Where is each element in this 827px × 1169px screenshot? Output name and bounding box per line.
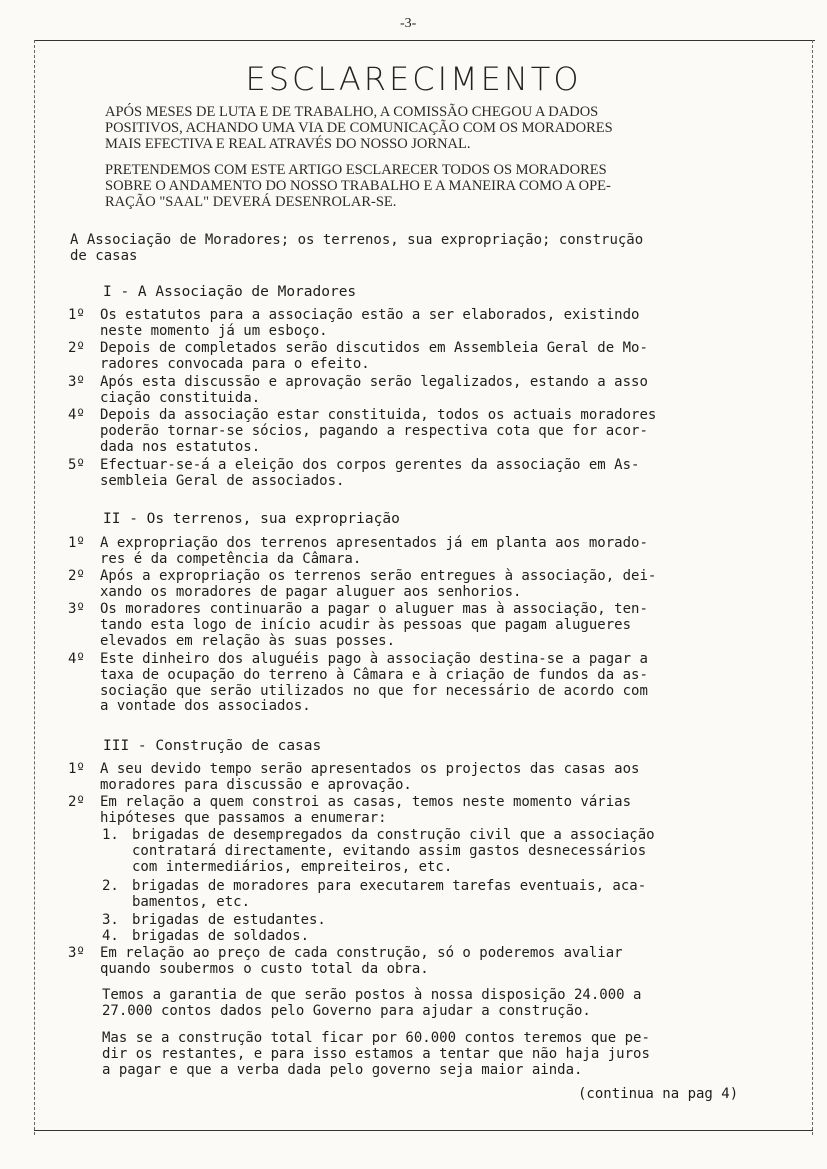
subitem-number: 3. [102, 912, 119, 928]
item-number: 4º [68, 651, 85, 667]
summary [70, 233, 770, 265]
item-line: Este dinheiro dos aluguéis pago à associação destina-se a pagar a [100, 651, 648, 667]
paragraph-line: Mas se a construção total ficar por 60.000 contos teremos que pe- [102, 1030, 650, 1046]
subitem-line: brigadas de moradores para executarem tarefas eventuais, aca- [132, 878, 647, 894]
item-number: 2º [68, 340, 85, 356]
section-2-heading: II - Os terrenos, sua expropriação [103, 511, 400, 527]
item-line: moradores para discussão e aprovação. [100, 776, 412, 793]
subitem-number: 2. [102, 878, 119, 894]
summary-line: A Associação de Moradores; os terrenos, sua expropriação; construção [70, 232, 644, 248]
item-line: Efectuar-se-á a eleição dos corpos gerentes da associação em As- [100, 457, 640, 473]
item-line: sembleia Geral de associados. [100, 472, 345, 489]
item-line: res é da competência da Câmara. [100, 550, 362, 567]
intro-line: POSITIVOS, ACHANDO UMA VIA DE COMUNICAÇÃO COM OS MORADORES [105, 120, 613, 136]
item-number: 5º [68, 457, 85, 473]
bottom-rule [34, 1130, 813, 1131]
item-line: poderão tornar-se sócios, pagando a respectiva cota que for acor- [100, 422, 648, 439]
item-line: ciação constituida. [100, 389, 261, 406]
item-line: Os moradores continuarão a pagar o aluguer mas à associação, ten- [100, 601, 648, 617]
intro-line: APÓS MESES DE LUTA E DE TRABALHO, A COMISSÃO CHEGOU A DADOS [105, 104, 599, 120]
item-line: Após a expropriação os terrenos serão entregues à associação, dei- [100, 568, 657, 584]
paragraph-remaining [102, 1031, 650, 1078]
intro-line: PRETENDEMOS COM ESTE ARTIGO ESCLARECER TODOS OS MORADORES [105, 162, 607, 178]
intro-line: MAIS EFECTIVA E REAL ATRAVÉS DO NOSSO JORNAL. [105, 136, 471, 152]
item-line: Após esta discussão e aprovação serão legalizados, estando a asso [100, 374, 648, 390]
item-line: A expropriação dos terrenos apresentados já em planta aos morado- [100, 535, 648, 551]
item-number: 1º [68, 761, 85, 777]
item-number: 3º [68, 374, 85, 390]
subitem-line: bamentos, etc. [132, 893, 251, 910]
right-margin-line [812, 40, 813, 1135]
subitem-number: 4. [102, 928, 119, 944]
paragraph-line: 27.000 contos dados pelo Governo para ajudar a construção. [102, 1002, 591, 1019]
subitem-number: 1. [102, 827, 119, 843]
item-number: 3º [68, 601, 85, 617]
subitem-line: com intermediários, empreiteiros, etc. [132, 858, 453, 875]
subitem-line: brigadas de soldados. [132, 928, 310, 944]
subitem-line: contratará directamente, evitando assim gastos desnecessários [132, 842, 647, 859]
intro-paragraph-2 [105, 162, 745, 210]
paragraph-line: Temos a garantia de que serão postos à nossa disposição 24.000 a [102, 987, 642, 1003]
continuation-note: (continua na pag 4) [578, 1086, 739, 1102]
item-line: Depois de completados serão discutidos em Assembleia Geral de Mo- [100, 340, 648, 356]
item-line: neste momento já um esboço. [100, 322, 328, 339]
item-line: Em relação ao preço de cada construção, só o poderemos avaliar [100, 945, 623, 961]
top-rule [34, 40, 815, 41]
paragraph-line: a pagar e que a verba dada pelo governo seja maior ainda. [102, 1061, 583, 1078]
item-number: 2º [68, 794, 85, 810]
item-line: Em relação a quem constroi as casas, temos neste momento várias [100, 794, 632, 810]
left-margin-line [34, 40, 35, 1135]
subitem-line: brigadas de desempregados da construção civil que a associação [132, 827, 655, 843]
item-line: tando esta logo de início acudir às pessoas que pagam alugueres [100, 616, 632, 633]
item-number: 3º [68, 945, 85, 961]
summary-line: de casas [70, 247, 138, 264]
subitem-line: brigadas de estudantes. [132, 912, 326, 928]
item-number: 1º [68, 535, 85, 551]
item-line: a vontade dos associados. [100, 698, 311, 715]
item-line: Depois da associação estar constituida, todos os actuais moradores [100, 407, 657, 423]
item-number: 2º [68, 568, 85, 584]
item-line: radores convocada para o efeito. [100, 355, 370, 372]
section-1-heading: I - A Associação de Moradores [103, 284, 357, 300]
page-title: ESCLARECIMENTO [245, 60, 582, 98]
paragraph-line: dir os restantes, e para isso estamos a tentar que não haja juros [102, 1045, 650, 1062]
item-line: quando soubermos o custo total da obra. [100, 960, 429, 977]
page-number: -3- [400, 16, 417, 31]
intro-line: SOBRE O ANDAMENTO DO NOSSO TRABALHO E A MANEIRA COMO A OPE- [105, 178, 611, 194]
item-line: Os estatutos para a associação estão a ser elaborados, existindo [100, 307, 640, 323]
intro-paragraph-1 [105, 104, 745, 152]
section-3-heading: III - Construção de casas [103, 738, 322, 754]
item-line: dada nos estatutos. [100, 438, 261, 455]
item-line: taxa de ocupação do terreno à Câmara e à criação de fundos da as- [100, 666, 648, 683]
item-number: 4º [68, 407, 85, 423]
item-line: A seu devido tempo serão apresentados os projectos das casas aos [100, 761, 640, 777]
item-number: 1º [68, 307, 85, 323]
item-line: xando os moradores de pagar aluguer aos senhorios. [100, 583, 522, 600]
paragraph-funding [102, 988, 641, 1020]
item-line: hipóteses que passamos a enumerar: [100, 809, 387, 826]
item-line: sociação que serão utilizados no que for necessário de acordo com [100, 682, 648, 699]
intro-line: RAÇÃO "SAAL" DEVERÁ DESENROLAR-SE. [105, 194, 397, 210]
item-line: elevados em relação às suas posses. [100, 632, 396, 649]
